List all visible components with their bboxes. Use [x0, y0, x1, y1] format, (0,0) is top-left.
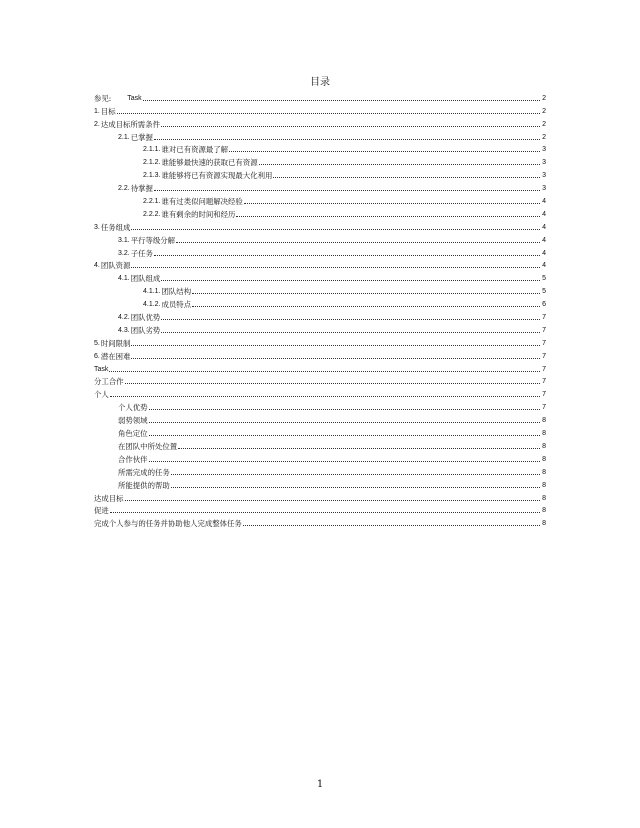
toc-entry-title: 团队劣势: [130, 325, 161, 335]
toc-entry-page: 8: [542, 442, 546, 450]
toc-entry-title: 团队资源: [100, 261, 131, 271]
toc-entry-title: 已掌握: [130, 132, 153, 142]
toc-entry-title: Task: [94, 365, 109, 373]
toc-entry-title: 谁能够将已有资源实现最大化利用: [161, 171, 273, 181]
toc-dot-leader: [243, 525, 540, 526]
toc-entry[interactable]: [94, 193, 546, 206]
toc-entry-page: 8: [542, 468, 546, 476]
toc-dot-leader: [131, 229, 540, 230]
page-number: 1: [316, 779, 324, 790]
toc-dot-leader: [110, 512, 540, 513]
toc-entry[interactable]: [94, 206, 546, 219]
toc-entry[interactable]: [94, 103, 546, 116]
toc-entry[interactable]: [94, 425, 546, 438]
toc-entry-title: 任务组成: [100, 222, 131, 232]
toc-entry-page: 3: [542, 172, 546, 180]
toc-dot-leader: [149, 435, 540, 436]
toc-entry-page: 2: [542, 94, 546, 102]
toc-dot-leader: [110, 396, 540, 397]
toc-dot-leader: [117, 113, 540, 114]
toc-entry[interactable]: [94, 412, 546, 425]
toc-entry-number: 2.2.: [118, 185, 130, 193]
toc-entry-title: 时间限制: [100, 338, 131, 348]
toc-entry[interactable]: [94, 438, 546, 451]
toc-entry-number: 3.: [94, 223, 100, 231]
toc-entry[interactable]: [94, 490, 546, 503]
toc-entry-page: 4: [542, 262, 546, 270]
toc-entry-title: 团队组成: [130, 274, 161, 284]
toc-entry[interactable]: [94, 386, 546, 399]
toc-dot-leader: [149, 461, 540, 462]
toc-entry-title: 弱势领域: [118, 416, 148, 426]
toc-entry-title: 谁对已有资源最了解: [161, 145, 229, 155]
toc-entry-title: 潜在困难: [100, 351, 131, 361]
toc-entry-page: 7: [542, 404, 546, 412]
toc-entry-title: 参见:: [94, 93, 112, 103]
toc-dot-leader: [125, 500, 540, 501]
toc-dot-leader: [131, 267, 540, 268]
toc-entry-page: 8: [542, 507, 546, 515]
toc-entry-number: 4.3.: [118, 326, 130, 334]
toc-entry-number: 4.1.1.: [143, 288, 161, 296]
toc-entry-number: 3.2.: [118, 249, 130, 257]
toc-dot-leader: [171, 487, 540, 488]
toc-dot-leader: [109, 371, 540, 372]
toc-dot-leader: [176, 242, 540, 243]
toc-entry-page: 7: [542, 326, 546, 334]
toc-entry-page: 8: [542, 520, 546, 528]
toc-entry[interactable]: [94, 309, 546, 322]
toc-entry[interactable]: [94, 503, 546, 516]
toc-entry-title: 团队结构: [161, 287, 192, 297]
toc-entry[interactable]: [94, 219, 546, 232]
toc-dot-leader: [178, 448, 540, 449]
toc-dot-leader: [244, 203, 540, 204]
toc-entry-page: 8: [542, 481, 546, 489]
toc-entry-number: 5.: [94, 339, 100, 347]
toc-entry[interactable]: [94, 154, 546, 167]
toc-entry-title-secondary: Task: [127, 94, 142, 102]
toc-entry-page: 4: [542, 236, 546, 244]
toc-dot-leader: [259, 164, 540, 165]
toc-entry-number: 2.1.2.: [143, 159, 161, 167]
toc-entry-title: 合作伙伴: [118, 454, 148, 464]
toc-entry-page: 7: [542, 378, 546, 386]
toc-dot-leader: [161, 332, 540, 333]
toc-entry[interactable]: [94, 129, 546, 142]
toc-entry-page: 7: [542, 391, 546, 399]
toc-entry-page: 8: [542, 455, 546, 463]
toc-entry-title: 达成目标所需条件: [100, 119, 160, 129]
toc-entry-title: 促进: [94, 506, 109, 516]
toc-entry-page: 7: [542, 365, 546, 373]
toc-entry-title: 目标: [100, 106, 116, 116]
toc-entry-page: 4: [542, 223, 546, 231]
toc-entry-title: 成员特点: [161, 300, 192, 310]
toc-entry-title: 团队优势: [130, 313, 161, 323]
toc-entry-title: 个人: [94, 390, 109, 400]
toc-entry[interactable]: [94, 142, 546, 155]
toc-entry-page: 5: [542, 275, 546, 283]
toc-dot-leader: [236, 216, 540, 217]
toc-entry[interactable]: [94, 245, 546, 258]
toc-entry[interactable]: [94, 258, 546, 271]
toc-entry-page: 7: [542, 352, 546, 360]
toc-entry-page: 3: [542, 185, 546, 193]
toc-entry-page: 3: [542, 146, 546, 154]
toc-entry-page: 7: [542, 339, 546, 347]
toc-dot-leader: [161, 126, 540, 127]
toc-entry-number: 2.: [94, 120, 100, 128]
toc-title: 目录: [310, 77, 330, 88]
toc-entry-title: 达成目标: [94, 493, 124, 503]
toc-entry-page: 7: [542, 314, 546, 322]
toc-entry[interactable]: [94, 167, 546, 180]
toc-entry[interactable]: [94, 515, 546, 528]
toc-entry-page: 3: [542, 159, 546, 167]
toc-entry-number: 2.1.1.: [143, 146, 161, 154]
toc-entry-title: 在团队中所处位置: [118, 441, 178, 451]
toc-entry[interactable]: [94, 464, 546, 477]
toc-entry-page: 4: [542, 210, 546, 218]
toc-entry-page: 2: [542, 120, 546, 128]
toc-entry-page: 8: [542, 494, 546, 502]
toc-dot-leader: [161, 319, 540, 320]
toc-entry[interactable]: [94, 232, 546, 245]
toc-dot-leader: [192, 293, 540, 294]
toc-entry[interactable]: [94, 180, 546, 193]
toc-dot-leader: [229, 151, 540, 152]
toc-dot-leader: [161, 280, 540, 281]
toc-entry[interactable]: [94, 348, 546, 361]
toc-dot-leader: [149, 409, 540, 410]
table-of-contents: [94, 90, 546, 528]
toc-dot-leader: [125, 383, 540, 384]
toc-dot-leader: [171, 474, 540, 475]
toc-entry-number: 2.1.3.: [143, 172, 161, 180]
toc-entry-title: 角色定位: [118, 429, 148, 439]
toc-entry[interactable]: [94, 322, 546, 335]
toc-entry-page: 8: [542, 417, 546, 425]
toc-entry-number: 2.2.1.: [143, 198, 161, 206]
toc-entry-number: 4.2.: [118, 314, 130, 322]
toc-entry-title: 完成个人参与的任务并协助他人完成整体任务: [94, 519, 242, 529]
toc-entry-title: 个人优势: [118, 403, 148, 413]
toc-entry-title: 谁有过类似问题解决经验: [161, 197, 243, 207]
toc-dot-leader: [154, 190, 540, 191]
toc-entry-title: 谁有剩余的时间和经历: [161, 209, 236, 219]
toc-dot-leader: [273, 177, 540, 178]
toc-dot-leader: [154, 139, 540, 140]
toc-entry-title: 所需完成的任务: [118, 467, 170, 477]
toc-entry-page: 4: [542, 198, 546, 206]
toc-dot-leader: [149, 422, 540, 423]
toc-entry[interactable]: [94, 361, 546, 374]
toc-entry-title: 分工合作: [94, 377, 124, 387]
toc-dot-leader: [154, 255, 540, 256]
toc-entry-title: 子任务: [130, 248, 153, 258]
toc-entry-number: 2.2.2.: [143, 210, 161, 218]
toc-entry[interactable]: [94, 335, 546, 348]
toc-entry-number: 3.1.: [118, 236, 130, 244]
toc-entry-title: 平行等级分解: [130, 235, 176, 245]
toc-dot-leader: [131, 345, 540, 346]
toc-entry-number: 6.: [94, 352, 100, 360]
toc-entry-number: 4.1.: [118, 275, 130, 283]
toc-entry[interactable]: [94, 477, 546, 490]
toc-entry-title: 所能提供的帮助: [118, 480, 170, 490]
toc-entry[interactable]: [94, 399, 546, 412]
toc-entry-page: 2: [542, 133, 546, 141]
toc-entry[interactable]: [94, 451, 546, 464]
toc-entry-title: 待掌握: [130, 184, 153, 194]
toc-entry[interactable]: [94, 296, 546, 309]
toc-entry-page: 8: [542, 430, 546, 438]
toc-entry-page: 5: [542, 288, 546, 296]
toc-entry[interactable]: [94, 283, 546, 296]
toc-dot-leader: [192, 306, 540, 307]
toc-entry-number: 2.1.: [118, 133, 130, 141]
toc-entry[interactable]: [94, 116, 546, 129]
toc-dot-leader: [131, 358, 540, 359]
toc-entry-page: 4: [542, 249, 546, 257]
toc-entry-number: 4.1.2.: [143, 301, 161, 309]
toc-entry[interactable]: [94, 270, 546, 283]
toc-entry-page: 6: [542, 301, 546, 309]
toc-entry-title: 谁能够最快速的获取已有资源: [161, 158, 258, 168]
toc-entry[interactable]: [94, 90, 546, 103]
toc-entry-number: 1.: [94, 107, 100, 115]
toc-entry-number: 4.: [94, 262, 100, 270]
toc-entry[interactable]: [94, 374, 546, 387]
toc-entry-page: 2: [542, 107, 546, 115]
toc-dot-leader: [143, 100, 540, 101]
